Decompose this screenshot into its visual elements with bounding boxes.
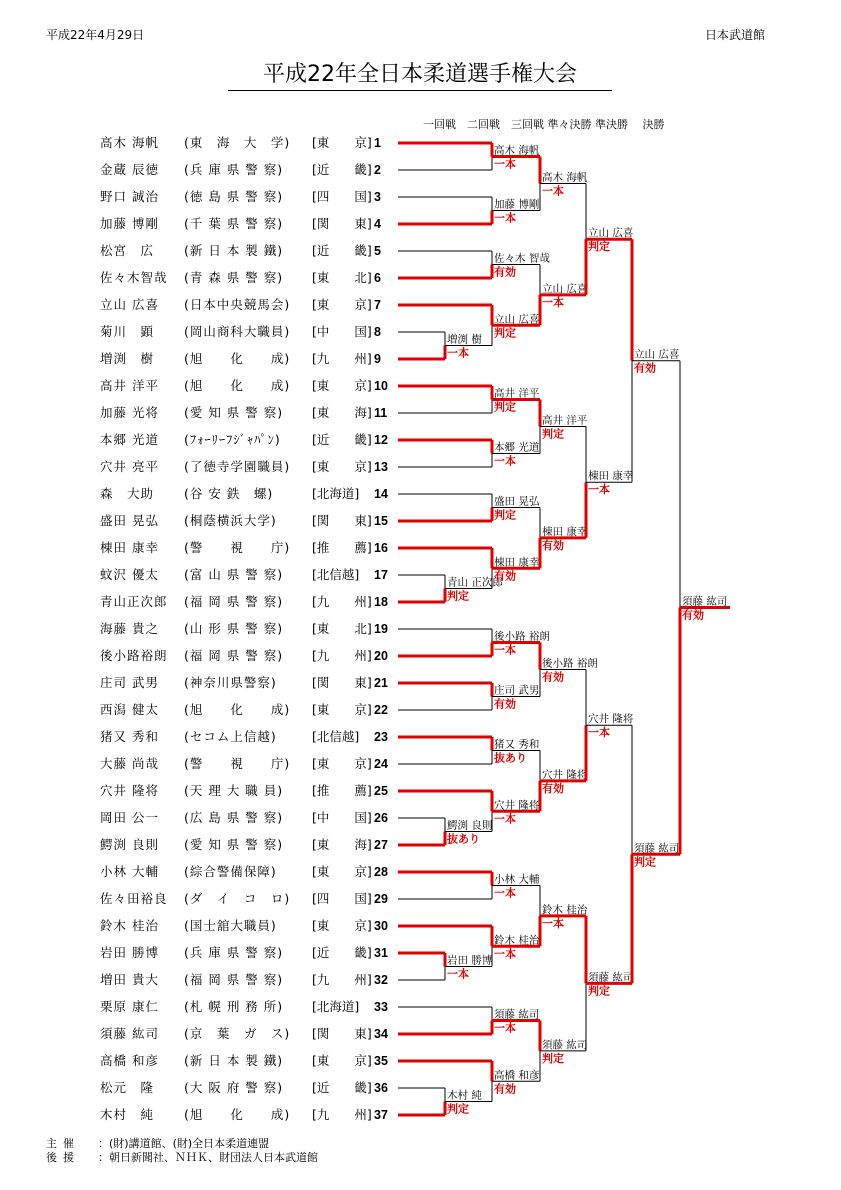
player-region: [九 州] bbox=[312, 972, 372, 987]
player-affiliation: (警 視 庁) bbox=[184, 756, 291, 771]
player-region: [四 国] bbox=[312, 891, 372, 906]
player-region: [東 京] bbox=[312, 1053, 372, 1068]
player-affiliation: (旭 化 成) bbox=[184, 351, 291, 366]
winner-name: 猪又 秀和 bbox=[494, 738, 540, 751]
player-name: 大藤 尚哉 bbox=[100, 756, 159, 771]
player-affiliation: (綜合警備保障) bbox=[184, 864, 277, 879]
player-region: [九 州] bbox=[312, 648, 372, 663]
organizer-label: 主催 bbox=[46, 1137, 80, 1150]
player-affiliation: (新 日 本 製 鐵) bbox=[184, 243, 284, 258]
player-number: 27 bbox=[374, 838, 388, 852]
player-name: 岩田 勝博 bbox=[100, 945, 159, 960]
player-region: [東 京] bbox=[312, 135, 372, 150]
winner-name: 穴井 隆将 bbox=[542, 768, 588, 781]
result-label: 一本 bbox=[494, 1021, 516, 1035]
player-number: 24 bbox=[374, 757, 388, 771]
player-affiliation: (谷 安 鉄 螺) bbox=[184, 486, 274, 501]
result-label: 一本 bbox=[588, 483, 610, 497]
player-affiliation: (東 海 大 学) bbox=[184, 135, 291, 150]
player-region: [東 北] bbox=[312, 621, 372, 636]
player-region: [東 海] bbox=[312, 837, 372, 852]
round-headers: 一回戦 二回戦 三回戦 準々決勝 準決勝 決勝 bbox=[423, 118, 665, 131]
winner-name: 棟田 康幸 bbox=[588, 470, 634, 483]
player-name: 栗原 康仁 bbox=[100, 999, 159, 1014]
player-number: 31 bbox=[374, 946, 388, 960]
player-affiliation: (旭 化 成) bbox=[184, 378, 291, 393]
player-number: 13 bbox=[374, 460, 388, 474]
winner-name: 立山 広喜 bbox=[634, 348, 680, 361]
player-name: 穴井 隆将 bbox=[100, 783, 159, 798]
result-label: 有効 bbox=[542, 781, 564, 795]
result-label: 判定 bbox=[588, 240, 610, 254]
winner-name: 高井 洋平 bbox=[542, 414, 588, 427]
player-region: [推 薦] bbox=[312, 783, 372, 798]
winner-name: 小林 大輔 bbox=[494, 873, 540, 886]
player-number: 12 bbox=[374, 433, 388, 447]
sponsor-label: 後援 bbox=[46, 1151, 80, 1164]
result-label: 判定 bbox=[542, 427, 564, 441]
winner-name: 立山 広喜 bbox=[588, 227, 634, 240]
player-affiliation: (神奈川県警察) bbox=[184, 675, 277, 690]
player-name: 海藤 貴之 bbox=[100, 621, 159, 636]
winner-name: 須藤 紘司 bbox=[634, 842, 680, 855]
result-label: 有効 bbox=[542, 538, 564, 552]
winner-name: 立山 広喜 bbox=[494, 313, 540, 326]
player-number: 29 bbox=[374, 892, 388, 906]
winner-name: 穴井 隆将 bbox=[494, 799, 540, 812]
player-name: 増渕 樹 bbox=[100, 351, 155, 366]
result-label: 一本 bbox=[542, 916, 564, 930]
winner-name: 鈴木 桂治 bbox=[494, 934, 540, 947]
player-affiliation: (天 理 大 職 員) bbox=[184, 783, 284, 798]
player-region: [東 京] bbox=[312, 702, 372, 717]
player-affiliation: (兵 庫 県 警 察) bbox=[184, 162, 284, 177]
player-affiliation: (札 幌 刑 務 所) bbox=[184, 999, 284, 1014]
result-label: 抜あり bbox=[494, 751, 527, 765]
player-affiliation: (旭 化 成) bbox=[184, 1107, 291, 1122]
player-region: [東 京] bbox=[312, 918, 372, 933]
player-number: 26 bbox=[374, 811, 388, 825]
player-number: 33 bbox=[374, 1000, 388, 1014]
player-number: 8 bbox=[374, 325, 381, 339]
winner-name: 庄司 武男 bbox=[494, 684, 540, 697]
player-affiliation: (セコム上信越) bbox=[184, 729, 277, 744]
player-name: 佐々田裕良 bbox=[100, 891, 168, 906]
page-title: 平成22年全日本柔道選手権大会 bbox=[228, 60, 612, 91]
result-label: 有効 bbox=[494, 265, 516, 279]
result-label: 一本 bbox=[494, 886, 516, 900]
player-affiliation: (京 葉 ガ ス) bbox=[184, 1026, 291, 1041]
sponsor-line bbox=[46, 1151, 318, 1165]
player-number: 37 bbox=[374, 1108, 388, 1122]
player-affiliation: (福 岡 県 警 察) bbox=[184, 972, 284, 987]
result-label: 一本 bbox=[494, 947, 516, 961]
player-number: 17 bbox=[374, 568, 388, 582]
result-label: 一本 bbox=[494, 643, 516, 657]
winner-name: 穴井 隆将 bbox=[588, 713, 634, 726]
player-name: 西潟 健太 bbox=[100, 702, 159, 717]
organizer-text: ：(財)講道館、(財)全日本柔道連盟 bbox=[98, 1137, 270, 1150]
result-label: 判定 bbox=[494, 508, 516, 522]
result-label: 有効 bbox=[494, 697, 516, 711]
player-name: 松宮 広 bbox=[100, 243, 155, 258]
player-affiliation: (福 岡 県 警 察) bbox=[184, 648, 284, 663]
player-region: [近 畿] bbox=[312, 432, 372, 447]
player-name: 青山正次郎 bbox=[100, 594, 168, 609]
player-affiliation: (旭 化 成) bbox=[184, 702, 291, 717]
player-number: 9 bbox=[374, 352, 381, 366]
player-name: 森 大助 bbox=[100, 486, 155, 501]
winner-name: 本郷 光道 bbox=[494, 441, 540, 454]
winner-name: 佐々木 智哉 bbox=[494, 252, 550, 265]
winner-name: 高木 海帆 bbox=[494, 144, 540, 157]
player-affiliation: (警 視 庁) bbox=[184, 540, 291, 555]
result-label: 抜あり bbox=[447, 832, 480, 846]
result-label: 一本 bbox=[542, 295, 564, 309]
header-date: 平成22年4月29日 bbox=[46, 28, 145, 42]
winner-name: 高橋 和彦 bbox=[494, 1069, 540, 1082]
winner-name: 須藤 紘司 bbox=[494, 1008, 540, 1021]
winner-name: 木村 純 bbox=[447, 1089, 482, 1102]
result-label: 判定 bbox=[494, 326, 516, 340]
player-region: [九 州] bbox=[312, 594, 372, 609]
player-affiliation: (福 岡 県 警 察) bbox=[184, 594, 284, 609]
player-name: 盛田 晃弘 bbox=[100, 513, 159, 528]
player-number: 23 bbox=[374, 730, 388, 744]
player-affiliation: (広 島 県 警 察) bbox=[184, 810, 284, 825]
player-region: [北海道] bbox=[312, 486, 360, 501]
player-region: [近 畿] bbox=[312, 243, 372, 258]
player-number: 15 bbox=[374, 514, 388, 528]
winner-name: 後小路 裕朗 bbox=[542, 657, 598, 670]
player-name: 高橋 和彦 bbox=[100, 1053, 159, 1068]
player-region: [東 海] bbox=[312, 405, 372, 420]
result-label: 一本 bbox=[447, 967, 469, 981]
player-region: [四 国] bbox=[312, 189, 372, 204]
result-label: 判定 bbox=[447, 1102, 469, 1116]
winner-name: 棟田 康幸 bbox=[494, 556, 540, 569]
player-number: 18 bbox=[374, 595, 388, 609]
player-affiliation: (ﾌｫｰﾘｰﾌｼﾞｬﾊﾟﾝ) bbox=[184, 432, 281, 447]
result-label: 有効 bbox=[542, 670, 564, 684]
winner-name: 後小路 裕朗 bbox=[494, 630, 550, 643]
player-name: 本郷 光道 bbox=[100, 432, 159, 447]
player-number: 36 bbox=[374, 1081, 388, 1095]
player-number: 1 bbox=[374, 136, 381, 150]
player-number: 20 bbox=[374, 649, 388, 663]
player-region: [中 国] bbox=[312, 810, 372, 825]
result-label: 判定 bbox=[634, 855, 656, 869]
player-region: [推 薦] bbox=[312, 540, 372, 555]
player-name: 猪又 秀和 bbox=[100, 729, 159, 744]
winner-name: 立山 広喜 bbox=[542, 282, 588, 295]
player-number: 32 bbox=[374, 973, 388, 987]
player-region: [近 畿] bbox=[312, 1080, 372, 1095]
player-affiliation: (徳 島 県 警 察) bbox=[184, 189, 284, 204]
player-number: 3 bbox=[374, 190, 381, 204]
player-region: [近 畿] bbox=[312, 945, 372, 960]
winner-name: 鰐渕 良則 bbox=[447, 819, 493, 832]
player-name: 加藤 光将 bbox=[100, 405, 159, 420]
player-affiliation: (了徳寺学園職員) bbox=[184, 459, 291, 474]
winner-name: 高井 洋平 bbox=[494, 387, 540, 400]
player-region: [九 州] bbox=[312, 351, 372, 366]
player-number: 2 bbox=[374, 163, 381, 177]
player-number: 5 bbox=[374, 244, 381, 258]
result-label: 有効 bbox=[494, 1082, 516, 1096]
player-affiliation: (桐蔭横浜大学) bbox=[184, 513, 277, 528]
result-label: 一本 bbox=[494, 157, 516, 171]
player-affiliation: (大 阪 府 警 察) bbox=[184, 1080, 284, 1095]
player-number: 22 bbox=[374, 703, 388, 717]
winner-name: 青山 正次郎 bbox=[447, 576, 503, 589]
player-name: 金蔵 辰徳 bbox=[100, 162, 159, 177]
winner-name: 須藤 紘司 bbox=[588, 971, 634, 984]
winner-name: 岩田 勝博 bbox=[447, 954, 493, 967]
player-name: 加藤 博剛 bbox=[100, 216, 159, 231]
player-number: 30 bbox=[374, 919, 388, 933]
player-name: 穴井 亮平 bbox=[100, 459, 159, 474]
winner-name: 増渕 樹 bbox=[447, 333, 482, 346]
player-name: 増田 貴大 bbox=[100, 972, 159, 987]
player-name: 須藤 紘司 bbox=[100, 1026, 159, 1041]
result-label: 判定 bbox=[494, 400, 516, 414]
player-affiliation: (青 森 県 警 察) bbox=[184, 270, 284, 285]
result-label: 一本 bbox=[494, 812, 516, 826]
player-name: 蚊沢 優太 bbox=[100, 567, 159, 582]
player-affiliation: (日本中央競馬会) bbox=[184, 297, 291, 312]
player-name: 後小路裕朗 bbox=[100, 648, 168, 663]
player-region: [北信越] bbox=[312, 567, 360, 582]
player-number: 35 bbox=[374, 1054, 388, 1068]
result-label: 一本 bbox=[494, 211, 516, 225]
player-region: [関 東] bbox=[312, 513, 372, 528]
player-name: 松元 隆 bbox=[100, 1080, 155, 1095]
player-number: 4 bbox=[374, 217, 381, 231]
player-name: 菊川 顕 bbox=[100, 324, 155, 339]
player-name: 鰐渕 良則 bbox=[100, 837, 159, 852]
player-affiliation: (新 日 本 製 鐵) bbox=[184, 1053, 284, 1068]
player-name: 高木 海帆 bbox=[100, 135, 159, 150]
player-number: 25 bbox=[374, 784, 388, 798]
player-number: 34 bbox=[374, 1027, 388, 1041]
player-number: 7 bbox=[374, 298, 381, 312]
player-region: [東 京] bbox=[312, 459, 372, 474]
winner-name: 盛田 晃弘 bbox=[494, 495, 540, 508]
player-number: 14 bbox=[374, 487, 388, 501]
player-name: 立山 広喜 bbox=[100, 297, 159, 312]
footer bbox=[46, 1137, 318, 1165]
player-name: 佐々木智哉 bbox=[100, 270, 168, 285]
result-label: 一本 bbox=[542, 184, 564, 198]
player-affiliation: (愛 知 県 警 察) bbox=[184, 405, 284, 420]
player-region: [東 京] bbox=[312, 378, 372, 393]
player-region: [東 京] bbox=[312, 297, 372, 312]
player-region: [関 東] bbox=[312, 675, 372, 690]
player-number: 11 bbox=[374, 406, 388, 420]
player-affiliation: (国士舘大職員) bbox=[184, 918, 277, 933]
winner-name: 須藤 紘司 bbox=[542, 1038, 588, 1051]
player-name: 小林 大輔 bbox=[100, 864, 159, 879]
winner-name: 高木 海帆 bbox=[542, 171, 588, 184]
organizer-line bbox=[46, 1137, 318, 1151]
winner-name: 鈴木 桂治 bbox=[542, 903, 588, 916]
player-name: 野口 誠治 bbox=[100, 189, 159, 204]
player-region: [東 北] bbox=[312, 270, 372, 285]
player-number: 21 bbox=[374, 676, 388, 690]
result-label: 判定 bbox=[588, 984, 610, 998]
player-region: [北海道] bbox=[312, 999, 360, 1014]
player-name: 棟田 康幸 bbox=[100, 540, 159, 555]
player-affiliation: (富 山 県 警 察) bbox=[184, 567, 284, 582]
player-name: 木村 純 bbox=[100, 1107, 155, 1122]
winner-name: 棟田 康幸 bbox=[542, 525, 588, 538]
player-region: [東 京] bbox=[312, 756, 372, 771]
player-name: 鈴木 桂治 bbox=[100, 918, 159, 933]
winner-name: 須藤 紘司 bbox=[682, 595, 728, 608]
result-label: 有効 bbox=[682, 608, 704, 622]
result-label: 判定 bbox=[542, 1051, 564, 1065]
result-label: 有効 bbox=[494, 569, 516, 583]
player-affiliation: (ダ イ コ ロ) bbox=[184, 891, 291, 906]
player-number: 19 bbox=[374, 622, 388, 636]
result-label: 判定 bbox=[447, 589, 469, 603]
player-region: [近 畿] bbox=[312, 162, 372, 177]
winner-name: 加藤 博剛 bbox=[494, 198, 540, 211]
player-region: [関 東] bbox=[312, 1026, 372, 1041]
player-name: 庄司 武男 bbox=[100, 675, 159, 690]
result-label: 一本 bbox=[447, 346, 469, 360]
result-label: 一本 bbox=[494, 454, 516, 468]
player-affiliation: (千 葉 県 警 察) bbox=[184, 216, 284, 231]
player-affiliation: (岡山商科大職員) bbox=[184, 324, 291, 339]
player-region: [北信越] bbox=[312, 729, 360, 744]
player-region: [中 国] bbox=[312, 324, 372, 339]
player-number: 16 bbox=[374, 541, 388, 555]
player-affiliation: (兵 庫 県 警 察) bbox=[184, 945, 284, 960]
player-affiliation: (山 形 県 警 察) bbox=[184, 621, 284, 636]
result-label: 一本 bbox=[588, 726, 610, 740]
player-affiliation: (愛 知 県 警 察) bbox=[184, 837, 284, 852]
player-name: 高井 洋平 bbox=[100, 378, 159, 393]
header-venue: 日本武道館 bbox=[705, 28, 766, 42]
player-region: [九 州] bbox=[312, 1107, 372, 1122]
player-region: [関 東] bbox=[312, 216, 372, 231]
sponsor-text: ：朝日新聞社、ＮＨＫ、財団法人日本武道館 bbox=[98, 1151, 318, 1164]
player-name: 岡田 公一 bbox=[100, 810, 159, 825]
result-label: 有効 bbox=[634, 361, 656, 375]
player-number: 6 bbox=[374, 271, 381, 285]
player-region: [東 京] bbox=[312, 864, 372, 879]
player-number: 28 bbox=[374, 865, 388, 879]
player-number: 10 bbox=[374, 379, 388, 393]
